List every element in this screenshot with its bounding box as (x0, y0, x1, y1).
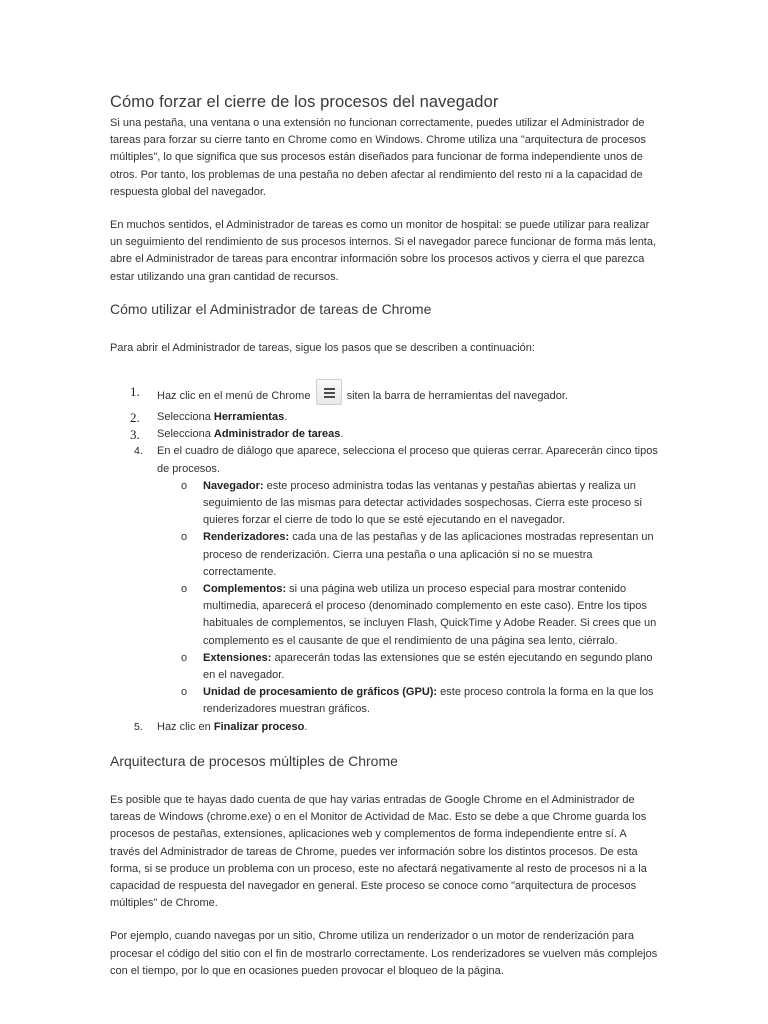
steps-list-continued (110, 719, 658, 736)
multiprocess-paragraph-1: Es posible que te hayas dado cuenta de que hay varias entradas de Google Chrome en el Administrador de tareas de Windows (chrome.exe) o en el Monitor de Actividad de Mac. Esto se debe a que Chrome guarda los procesos de pestañas, extensiones, aplicaciones web y complementos de forma independiente entre sí. A través del Administrador de tareas de Chrome, puedes ver información sobre los distintos procesos. De esta forma, si se produce un problema con un proceso, este no afectará negativamente al resto de procesos ni a la capacidad de respuesta del navegador en general. Este proceso se conoce como "arquitectura de procesos múltiples" de Chrome. (110, 793, 647, 910)
step-text: Haz clic en el menú de Chrome (157, 390, 314, 403)
step-text: Selecciona (157, 411, 214, 424)
bullet: o (181, 651, 188, 664)
step-emphasis: Administrador de tareas (213, 428, 341, 441)
process-type-name: Unidad de procesamiento de gráficos (GPU): (203, 686, 438, 699)
step-emphasis: Finalizar proceso (213, 720, 305, 733)
process-type-desc: cada una de las pestañas y de las aplicaciones mostradas representan un proceso de renderización. Cierra una pestaña o una aplicación si no se muestra correctamente. (203, 531, 654, 578)
bullet: o (181, 686, 188, 699)
bullet: o (181, 531, 188, 544)
list-item (110, 684, 658, 718)
list-item (110, 650, 658, 684)
process-type-name: Complementos: (203, 583, 287, 596)
step-5 (110, 719, 658, 736)
steps-list (110, 379, 658, 478)
hamburger-menu-icon (316, 379, 342, 405)
step-number: 5. (134, 720, 143, 733)
intro-paragraph-1: Si una pestaña, una ventana o una extensión no funcionan correctamente, puedes utilizar el Administrador de tareas para forzar su cierre tanto en Chrome como en Windows. Chrome utiliza una "arquitectura de procesos múltiples", lo que significa que sus procesos están diseñados para funcionar de forma independiente unos de otros. Por tanto, los problemas de una pestaña no deben afectar al rendimiento del resto ni a la capacidad de respuesta global del navegador. (110, 117, 646, 198)
process-type-desc: este proceso administra todas las ventanas y pestañas abiertas y realiza un seguimiento de las mismas para detectar actividades sospechosas. Cierra este proceso si quieres forzar el cierre de todo lo que se esté ejecutando en el navegador. (203, 479, 642, 527)
bullet: o (181, 583, 188, 596)
step-number: 4. (134, 445, 143, 458)
step-emphasis: Herramientas (213, 411, 285, 424)
process-type-name: Navegador: (203, 479, 264, 492)
step-1 (110, 379, 658, 409)
process-type-desc: aparecerán todas las extensiones que se estén ejecutando en segundo plano en el navegador. (203, 651, 653, 682)
task-manager-intro: Para abrir el Administrador de tareas, sigue los pasos que se describen a continuación: (110, 341, 535, 354)
process-types-list (110, 478, 658, 719)
section-heading-task-manager: Cómo utilizar el Administrador de tareas de Chrome (110, 300, 432, 317)
step-number: 3. (130, 427, 140, 443)
process-type-desc: si una página web utiliza un proceso especial para mostrar contenido multimedia, aparecerá el proceso (denominado complemento en este caso). Entre los tipos habituales de complementos, se incluyen Flash, QuickTime y Adobe Reader. Si crees que un complemento es el causante de que el rendimiento de una página sea lento, ciérralo. (203, 583, 657, 647)
step-number: 2. (130, 410, 140, 426)
document-page (110, 92, 658, 980)
list-item (110, 478, 658, 530)
step-text: Haz clic en (157, 720, 214, 733)
step-number: 1. (130, 384, 140, 400)
process-type-name: Renderizadores: (203, 531, 290, 544)
intro-paragraph-2: En muchos sentidos, el Administrador de tareas es como un monitor de hospital: se puede utilizar para realizar un seguimiento del rendimiento de sus procesos internos. Si el navegador parece funcionar de forma más lenta, abre el Administrador de tareas para encontrar información sobre los procesos activos y cierra el que parezca estar utilizando una gran cantidad de recursos. (110, 219, 657, 283)
step-3 (110, 426, 658, 443)
step-text: . (340, 428, 344, 441)
section-heading-multiprocess: Arquitectura de procesos múltiples de Chrome (110, 752, 398, 769)
step-text: . (284, 411, 288, 424)
step-text: En el cuadro de diálogo que aparece, selecciona el proceso que quieras cerrar. Aparecerán cinco tipos de procesos. (157, 445, 658, 475)
list-item (110, 581, 658, 650)
process-type-desc: este proceso controla la forma en la que los renderizadores muestran gráficos. (203, 686, 654, 716)
step-text: siten la barra de herramientas del navegador. (343, 390, 568, 403)
list-item (110, 529, 658, 581)
bullet: o (181, 479, 188, 492)
page-title: Cómo forzar el cierre de los procesos del navegador (110, 93, 499, 111)
multiprocess-paragraph-2: Por ejemplo, cuando navegas por un sitio, Chrome utiliza un renderizador o un motor de renderización para procesar el código del sitio con el fin de mostrarlo correctamente. Los renderizadores se vuelven más complejos con el tiempo, por lo que en ocasiones pueden provocar el bloqueo de la página. (110, 930, 658, 977)
step-text: . (304, 720, 308, 733)
process-type-name: Extensiones: (203, 651, 272, 664)
step-4 (110, 443, 658, 477)
step-text: Selecciona (157, 428, 214, 441)
step-2 (110, 409, 658, 426)
